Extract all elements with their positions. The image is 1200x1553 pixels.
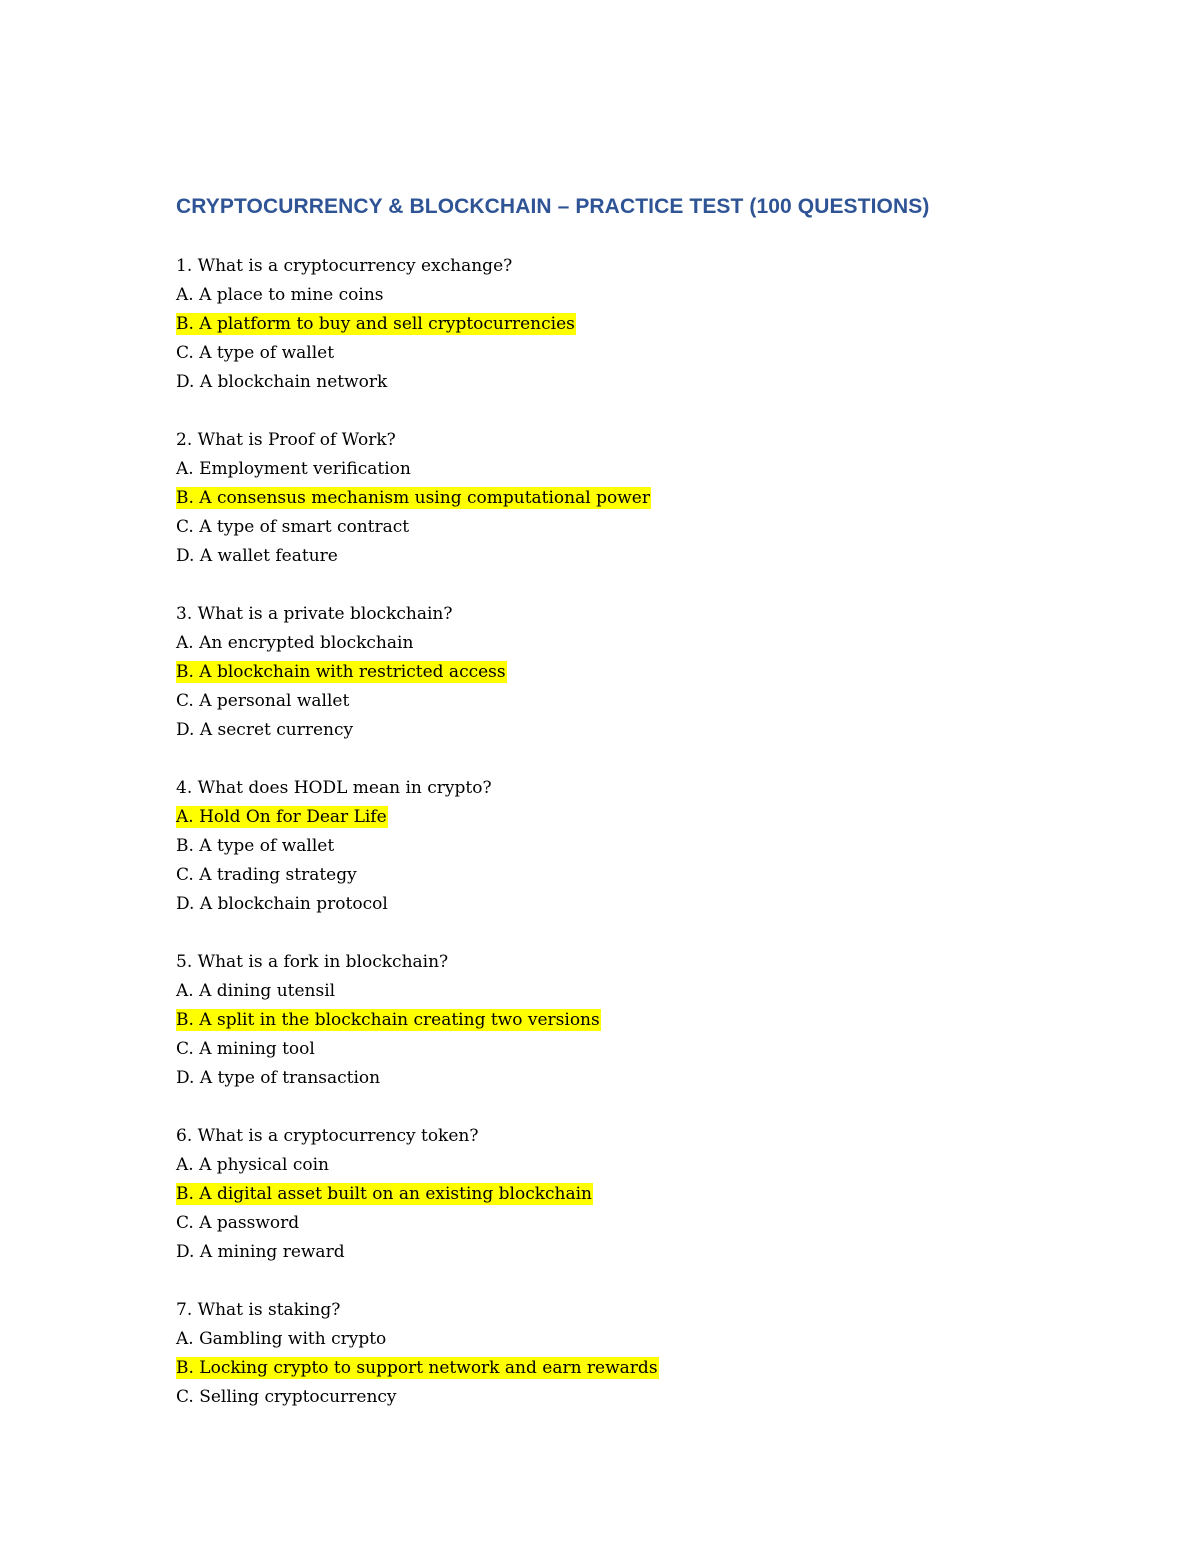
question-label: 3. What is a private blockchain?	[176, 604, 453, 624]
highlighted-answer-text: B. A digital asset built on an existing blockchain	[176, 1184, 593, 1204]
answer-text: B. A type of wallet	[176, 836, 335, 856]
question-list	[176, 252, 1136, 1441]
answer-option	[176, 977, 1136, 1006]
highlighted-answer-text: B. A blockchain with restricted access	[176, 662, 506, 682]
answer-text: D. A blockchain network	[176, 372, 388, 392]
answer-text: A. An encrypted blockchain	[176, 633, 414, 653]
question-block	[176, 1296, 1136, 1412]
answer-option-correct	[176, 1354, 1136, 1383]
answer-option	[176, 339, 1136, 368]
answer-option-correct	[176, 310, 1136, 339]
answer-text: C. A type of wallet	[176, 343, 335, 363]
question-text	[176, 1296, 1136, 1325]
question-block	[176, 252, 1136, 397]
answer-option	[176, 687, 1136, 716]
question-label: 5. What is a fork in blockchain?	[176, 952, 449, 972]
question-label: 6. What is a cryptocurrency token?	[176, 1126, 479, 1146]
answer-option	[176, 455, 1136, 484]
answer-option	[176, 1325, 1136, 1354]
answer-option-correct	[176, 1006, 1136, 1035]
question-text	[176, 252, 1136, 281]
answer-text: C. Selling cryptocurrency	[176, 1387, 397, 1407]
answer-text: C. A personal wallet	[176, 691, 350, 711]
answer-text: A. A physical coin	[176, 1155, 329, 1175]
answer-option	[176, 1035, 1136, 1064]
answer-text: C. A password	[176, 1213, 300, 1233]
question-label: 1. What is a cryptocurrency exchange?	[176, 256, 513, 276]
highlighted-answer-text: A. Hold On for Dear Life	[176, 807, 387, 827]
answer-option	[176, 281, 1136, 310]
question-block	[176, 1122, 1136, 1267]
question-block	[176, 774, 1136, 919]
answer-option	[176, 542, 1136, 571]
question-text	[176, 1122, 1136, 1151]
answer-option	[176, 861, 1136, 890]
answer-text: C. A trading strategy	[176, 865, 357, 885]
question-block	[176, 600, 1136, 745]
highlighted-answer-text: B. Locking crypto to support network and earn rewards	[176, 1358, 658, 1378]
page-title: CRYPTOCURRENCY & BLOCKCHAIN – PRACTICE TEST (100 QUESTIONS)	[176, 195, 930, 218]
answer-option	[176, 1383, 1136, 1412]
answer-option	[176, 716, 1136, 745]
question-label: 2. What is Proof of Work?	[176, 430, 396, 450]
answer-option	[176, 1064, 1136, 1093]
question-text	[176, 600, 1136, 629]
answer-text: D. A mining reward	[176, 1242, 345, 1262]
answer-text: A. A place to mine coins	[176, 285, 384, 305]
question-text	[176, 774, 1136, 803]
answer-text: D. A secret currency	[176, 720, 354, 740]
answer-text: A. Gambling with crypto	[176, 1329, 387, 1349]
answer-text: D. A wallet feature	[176, 546, 338, 566]
answer-text: A. A dining utensil	[176, 981, 336, 1001]
answer-text: D. A blockchain protocol	[176, 894, 388, 914]
highlighted-answer-text: B. A consensus mechanism using computational power	[176, 488, 650, 508]
highlighted-answer-text: B. A split in the blockchain creating two versions	[176, 1010, 600, 1030]
question-text	[176, 948, 1136, 977]
answer-option	[176, 1151, 1136, 1180]
highlighted-answer-text: B. A platform to buy and sell cryptocurrencies	[176, 314, 575, 334]
answer-option	[176, 1238, 1136, 1267]
answer-option-correct	[176, 658, 1136, 687]
question-text	[176, 426, 1136, 455]
answer-text: C. A type of smart contract	[176, 517, 410, 537]
answer-option-correct	[176, 803, 1136, 832]
question-label: 7. What is staking?	[176, 1300, 341, 1320]
question-label: 4. What does HODL mean in crypto?	[176, 778, 492, 798]
answer-text: A. Employment verification	[176, 459, 411, 479]
answer-option	[176, 368, 1136, 397]
answer-option	[176, 629, 1136, 658]
answer-option-correct	[176, 1180, 1136, 1209]
answer-text: C. A mining tool	[176, 1039, 315, 1059]
answer-option	[176, 1209, 1136, 1238]
answer-text: D. A type of transaction	[176, 1068, 381, 1088]
answer-option	[176, 513, 1136, 542]
answer-option	[176, 832, 1136, 861]
question-block	[176, 948, 1136, 1093]
question-block	[176, 426, 1136, 571]
answer-option-correct	[176, 484, 1136, 513]
answer-option	[176, 890, 1136, 919]
